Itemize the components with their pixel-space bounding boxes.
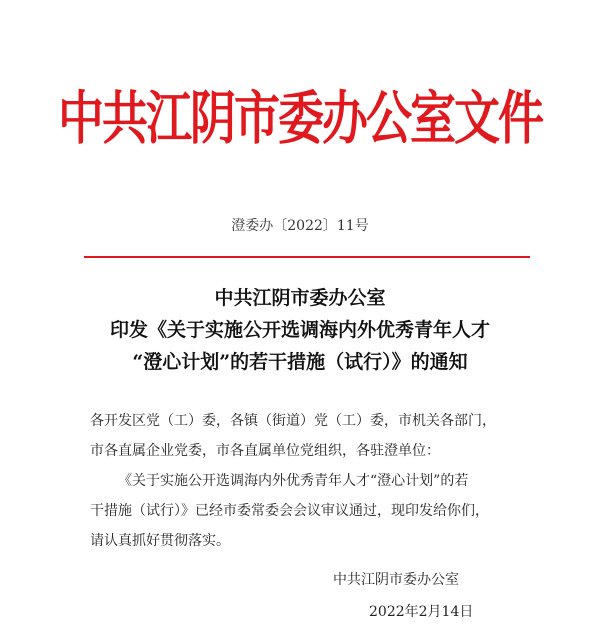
notice-title-line: 印发《关于实施公开选调海内外优秀青年人才 bbox=[109, 319, 490, 341]
document-number: 澄委办〔2022〕11号 bbox=[231, 218, 369, 234]
body-paragraph-line: 请认真抓好贯彻落实。 bbox=[90, 533, 230, 549]
body-paragraph-line: 干措施（试行）》已经市委常委会会议审议通过，现印发给你们， bbox=[90, 503, 489, 519]
notice-title bbox=[0, 282, 600, 378]
recipients-line: 市各直属企业党委，市各直属单位党组织，各驻澄单位： bbox=[90, 443, 440, 459]
notice-title-line: “澄心计划”的若干措施（试行）》的通知 bbox=[132, 351, 468, 373]
recipients-line: 各开发区党（工）委，各镇（街道）党（工）委，市机关各部门， bbox=[90, 413, 496, 429]
issue-date: 2022年2月14日 bbox=[369, 604, 474, 620]
issuer-signature: 中共江阴市委办公室 bbox=[333, 572, 459, 588]
body-paragraph-line: 《关于实施公开选调海内外优秀青年人才“澄心计划”的若 bbox=[118, 473, 469, 489]
document-header-title: 中共江阴市委办公室文件 bbox=[58, 84, 542, 152]
notice-title-line: 中共江阴市委办公室 bbox=[214, 287, 386, 309]
red-divider-line bbox=[84, 256, 530, 258]
notice-body bbox=[90, 406, 530, 556]
